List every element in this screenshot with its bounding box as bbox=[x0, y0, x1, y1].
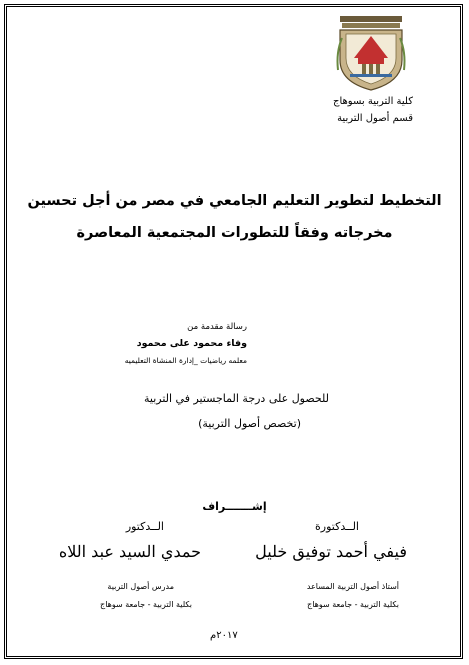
college-name: كلية التربية بسوهاج bbox=[333, 96, 413, 107]
thesis-title-line-2: مخرجاته وفقاً للتطورات المجتمعية المعاصرة bbox=[76, 225, 393, 241]
presented-by-label: رسالة مقدمة من bbox=[187, 322, 247, 332]
left-supervisor-affiliation: بكلية التربية - جامعة سوهاج bbox=[100, 600, 192, 609]
degree-line: للحصول على درجة الماجستير في التربية bbox=[143, 392, 329, 405]
right-supervisor-affiliation: بكلية التربية - جامعة سوهاج bbox=[307, 600, 399, 609]
left-supervisor-name: حمدي السيد عبد اللاه bbox=[58, 542, 201, 561]
thesis-title-line-1: التخطيط لتطوير التعليم الجامعي في مصر من أجل تحسين bbox=[27, 193, 442, 209]
author-name: وفاء محمود على محمود bbox=[136, 338, 247, 349]
left-supervisor-title: الــدكتور bbox=[125, 520, 164, 533]
department-name: قسم أصول التربية bbox=[337, 113, 413, 124]
left-supervisor-position: مدرس أصول التربية bbox=[107, 582, 174, 591]
university-logo bbox=[332, 12, 410, 92]
right-supervisor-position: أستاذ أصول التربية المساعد bbox=[306, 582, 399, 591]
specialization: (تخصص أصول التربية) bbox=[198, 417, 301, 430]
right-supervisor-name: فيفي أحمد توفيق خليل bbox=[255, 542, 407, 561]
author-job: معلمه رياضيات _إدارة المنشاة التعليميه bbox=[124, 356, 247, 365]
year: ٢٠١٧م bbox=[210, 630, 238, 641]
supervision-heading: إشـــــــراف bbox=[202, 500, 267, 513]
right-supervisor-title: الــدكتورة bbox=[315, 520, 359, 533]
